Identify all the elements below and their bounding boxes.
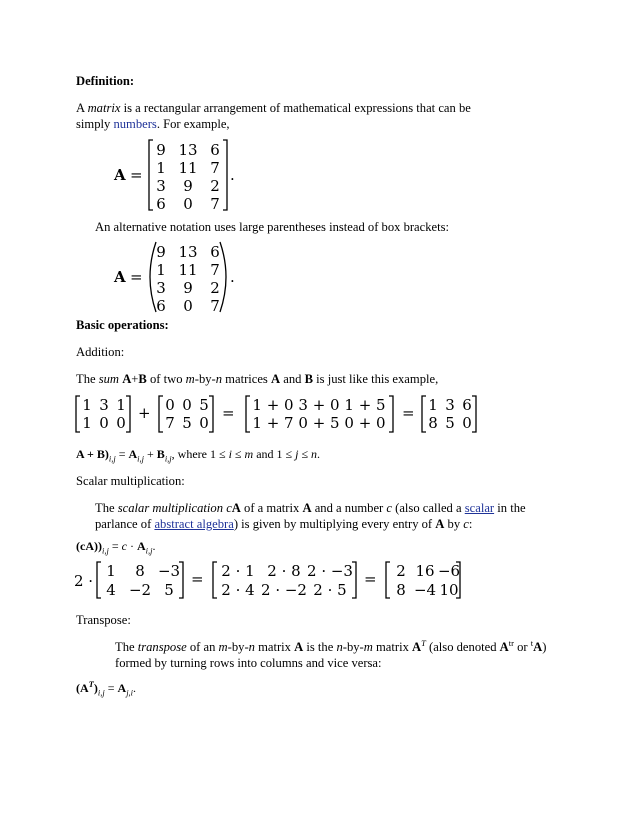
scalar-link[interactable]: scalar bbox=[464, 501, 495, 515]
matrix-cell: 2 bbox=[210, 279, 220, 297]
matrix-cell: 3 bbox=[156, 177, 166, 195]
matrix-cell: 13 bbox=[178, 141, 198, 159]
scalar-sentence-line1: The scalar multiplication cA of a matrix A and a number c (also called a scalar in the bbox=[95, 501, 526, 515]
matrix-cell: 1 bbox=[428, 396, 438, 414]
sum-formula: $A + B)_{i,j} = A_{i,j} + B_{i,j}$, where 1 ≤ i ≤ m and 1 ≤ j ≤ n. bbox=[76, 447, 321, 464]
matrix-a-bracket-svg bbox=[110, 138, 250, 214]
matrix-cell: 0 bbox=[183, 195, 193, 213]
scalar-matrix-3 bbox=[396, 562, 460, 599]
matrix-a-end: . bbox=[230, 166, 235, 184]
sum-matrix-1 bbox=[82, 396, 126, 432]
transpose-sentence-line1: The transpose of an m-by-n matrix A is the n-by-m matrix $A^T$ (also denoted $A^{tr}$ or $^t$A) bbox=[115, 637, 547, 654]
matrix-cell: 4 bbox=[106, 581, 116, 599]
scalar-formula: $(cA))_{i,j} = c \cdot A_{i,j}$. bbox=[76, 539, 156, 556]
bracket bbox=[126, 396, 130, 432]
matrix-cell: −6 bbox=[437, 562, 461, 580]
matrix-a-eq-2: = bbox=[130, 268, 143, 286]
equals-sign-4: = bbox=[364, 570, 377, 588]
transpose-sentence-line2: formed by turning rows into columns and vice versa: bbox=[115, 656, 382, 670]
sum-example-svg bbox=[74, 394, 484, 436]
matrix-cell: 1 + 0 bbox=[252, 396, 294, 414]
bracket bbox=[76, 396, 80, 432]
equals-sign: = bbox=[222, 404, 235, 422]
matrix-cell: 1 bbox=[156, 261, 166, 279]
matrix-intro-line2: simply numbers. For example, bbox=[76, 117, 230, 131]
matrix-cell: 1 bbox=[106, 562, 116, 580]
sum-sentence: The sum A+B of two m-by-n matrices A and B is just like this example, bbox=[76, 372, 439, 386]
alt-notation-text: An alternative notation uses large parentheses instead of box brackets: bbox=[95, 220, 450, 234]
matrix-cell: 6 bbox=[210, 141, 220, 159]
scalar-matrix-2 bbox=[221, 562, 353, 599]
matrix-cell: 9 bbox=[183, 279, 193, 297]
matrix-cell: 8 bbox=[396, 581, 406, 599]
matrix-cell: 7 bbox=[210, 297, 220, 315]
matrix-cell: 11 bbox=[178, 261, 198, 279]
matrix-cell: 7 bbox=[210, 261, 220, 279]
bracket bbox=[97, 562, 101, 598]
matrix-cell: 6 bbox=[210, 243, 220, 261]
numbers-link[interactable]: numbers bbox=[113, 117, 157, 131]
right-paren bbox=[220, 242, 226, 312]
matrix-cell: 3 bbox=[99, 396, 109, 414]
matrix-a-cells-2 bbox=[156, 243, 220, 315]
right-bracket bbox=[223, 140, 227, 210]
bracket bbox=[422, 396, 426, 432]
matrix-cell: 6 bbox=[462, 396, 472, 414]
matrix-cell: 0 bbox=[462, 414, 472, 432]
equals-sign-3: = bbox=[191, 570, 204, 588]
sum-matrix-3 bbox=[252, 396, 385, 432]
matrix-cell: 0 bbox=[182, 396, 192, 414]
matrix-cell: 11 bbox=[178, 159, 198, 177]
scalar-coef: 2 · bbox=[74, 572, 94, 590]
left-paren bbox=[150, 242, 156, 312]
matrix-cell: 6 bbox=[156, 195, 166, 213]
matrix-cell: 9 bbox=[156, 141, 166, 159]
matrix-cell: 5 bbox=[445, 414, 455, 432]
bracket bbox=[246, 396, 250, 432]
matrix-cell: 7 bbox=[210, 159, 220, 177]
abstract-algebra-link[interactable]: abstract algebra bbox=[154, 517, 234, 531]
matrix-cell: 1 bbox=[116, 396, 126, 414]
matrix-cell: −3 bbox=[157, 562, 181, 580]
addition-heading: Addition: bbox=[76, 345, 125, 359]
matrix-a-eq: = bbox=[130, 166, 143, 184]
matrix-cell: 2 · −2 bbox=[261, 581, 307, 599]
matrix-cell: 16 bbox=[415, 562, 435, 580]
matrix-a-cells bbox=[156, 141, 220, 213]
matrix-cell: 1 bbox=[82, 396, 92, 414]
matrix-cell: −4 bbox=[413, 581, 437, 599]
matrix-cell: 0 + 0 bbox=[344, 414, 386, 432]
matrix-cell: 0 bbox=[183, 297, 193, 315]
matrix-cell: 1 bbox=[156, 159, 166, 177]
matrix-cell: 1 + 5 bbox=[344, 396, 386, 414]
matrix-cell: 1 + 7 bbox=[252, 414, 294, 432]
matrix-cell: 5 bbox=[182, 414, 192, 432]
matrix-a-paren-svg bbox=[110, 240, 250, 316]
matrix-cell: 0 + 5 bbox=[298, 414, 340, 432]
matrix-cell: 3 + 0 bbox=[298, 396, 340, 414]
sum-matrix-2 bbox=[165, 396, 209, 432]
matrix-cell: 9 bbox=[183, 177, 193, 195]
bracket bbox=[209, 396, 213, 432]
matrix-cell: 5 bbox=[199, 396, 209, 414]
matrix-a-label: A bbox=[114, 166, 126, 184]
equals-sign-2: = bbox=[402, 404, 415, 422]
bracket bbox=[159, 396, 163, 432]
bracket bbox=[213, 562, 217, 598]
matrix-cell: 13 bbox=[178, 243, 198, 261]
scalar-heading: Scalar multiplication: bbox=[76, 474, 185, 488]
matrix-a-end-2: . bbox=[230, 268, 235, 286]
bracket bbox=[472, 396, 476, 432]
matrix-cell: 2 bbox=[396, 562, 406, 580]
basic-operations-heading: Basic operations: bbox=[76, 318, 169, 332]
matrix-cell: 7 bbox=[210, 195, 220, 213]
plus-sign: + bbox=[138, 404, 151, 422]
matrix-cell: 2 bbox=[210, 177, 220, 195]
scalar-example-display bbox=[74, 560, 474, 602]
matrix-cell: 3 bbox=[156, 279, 166, 297]
matrix-a-label-2: A bbox=[114, 268, 126, 286]
bracket bbox=[389, 396, 393, 432]
transpose-formula: $(A^T)_{i,j} = A_{j,i}$. bbox=[76, 679, 137, 698]
scalar-matrix-1 bbox=[106, 562, 180, 599]
matrix-cell: 1 bbox=[82, 414, 92, 432]
matrix-cell: 3 bbox=[445, 396, 455, 414]
matrix-intro-line1: A matrix is a rectangular arrangement of mathematical expressions that can be bbox=[76, 101, 471, 115]
bracket bbox=[386, 562, 390, 598]
transpose-heading: Transpose: bbox=[76, 613, 131, 627]
matrix-cell: 8 bbox=[428, 414, 438, 432]
matrix-cell: 0 bbox=[165, 396, 175, 414]
matrix-cell: 0 bbox=[116, 414, 126, 432]
left-bracket bbox=[149, 140, 153, 210]
matrix-cell: 10 bbox=[439, 581, 459, 599]
matrix-a-paren-display bbox=[110, 240, 250, 316]
definition-heading: Definition: bbox=[76, 74, 135, 88]
matrix-cell: 9 bbox=[156, 243, 166, 261]
matrix-cell: 0 bbox=[99, 414, 109, 432]
sum-example-display bbox=[74, 394, 484, 436]
matrix-cell: 2 · 8 bbox=[267, 562, 301, 580]
scalar-sentence-line2: parlance of abstract algebra) is given by multiplying every entry of A by c: bbox=[95, 517, 473, 531]
matrix-cell: 7 bbox=[165, 414, 175, 432]
matrix-a-bracket-display bbox=[110, 138, 250, 214]
matrix-cell: 8 bbox=[135, 562, 145, 580]
matrix-cell: 0 bbox=[199, 414, 209, 432]
sum-matrix-4 bbox=[428, 396, 472, 432]
matrix-cell: 2 · 1 bbox=[221, 562, 255, 580]
matrix-cell: −2 bbox=[128, 581, 152, 599]
scalar-example-svg bbox=[74, 560, 474, 602]
matrix-cell: 5 bbox=[164, 581, 174, 599]
matrix-cell: 6 bbox=[156, 297, 166, 315]
matrix-cell: 2 · 4 bbox=[221, 581, 255, 599]
matrix-cell: 2 · −3 bbox=[307, 562, 353, 580]
matrix-cell: 2 · 5 bbox=[313, 581, 347, 599]
